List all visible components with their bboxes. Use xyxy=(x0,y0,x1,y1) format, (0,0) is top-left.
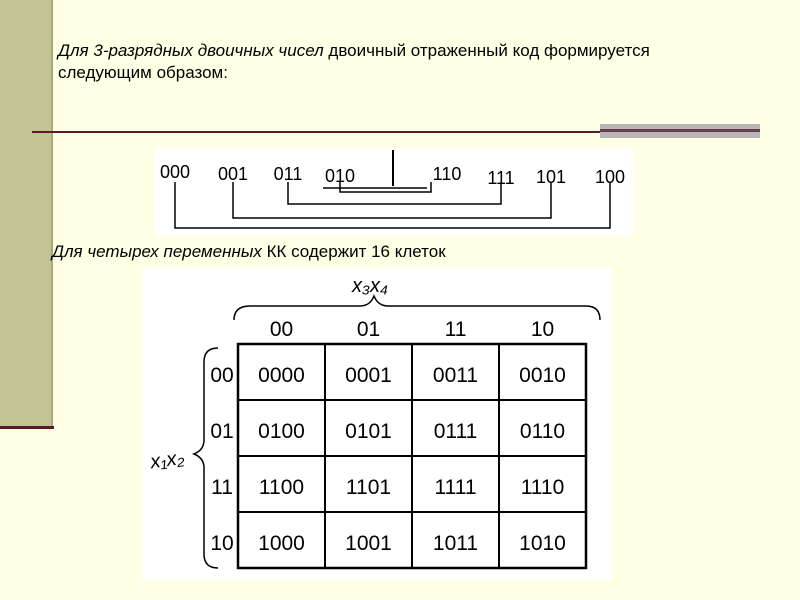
col-header-0: 00 xyxy=(269,318,294,341)
divider-block-line xyxy=(600,129,760,132)
kmap-cell-3-3: 1010 xyxy=(519,532,566,555)
kmap-cell-3-1: 1001 xyxy=(345,532,392,555)
bracket-second xyxy=(288,182,501,204)
gray-code-1: 001 xyxy=(217,164,249,184)
col-header-3: 10 xyxy=(530,318,555,341)
gray-code-0: 000 xyxy=(159,162,191,182)
intro-paragraph xyxy=(58,40,778,84)
left-decor-line xyxy=(0,426,54,429)
col-header-1: 01 xyxy=(356,318,381,341)
intro-normal: двоичный отраженный код формируется xyxy=(323,41,650,60)
kmap-cell-1-0: 0100 xyxy=(258,420,305,443)
gray-code-figure xyxy=(155,148,633,236)
kmap-cell-3-0: 1000 xyxy=(258,532,305,555)
intro-line2: следующим образом: xyxy=(58,63,228,82)
col-brace xyxy=(234,296,600,320)
row-variable-label: x₁x₂ xyxy=(148,446,186,474)
kmap-intro-normal: КК содержит 16 клеток xyxy=(261,242,446,261)
kmap-cell-0-3: 0010 xyxy=(519,364,566,387)
intro-italic: Для 3-разрядных двоичных чисел xyxy=(58,41,324,60)
row-header-1: 01 xyxy=(210,420,234,443)
row-header-2: 11 xyxy=(211,476,233,499)
kmap-cell-2-1: 1101 xyxy=(345,476,392,499)
row-header-3: 10 xyxy=(210,532,234,555)
kmap-cell-0-2: 0011 xyxy=(432,364,479,387)
kmap-cell-2-0: 1100 xyxy=(258,476,305,499)
kmap-cell-1-2: 0111 xyxy=(433,420,478,443)
row-header-0: 00 xyxy=(210,364,234,387)
kmap-intro-paragraph xyxy=(52,241,772,263)
gray-code-5: 111 xyxy=(487,168,515,188)
gray-code-2: 011 xyxy=(273,164,303,184)
karnaugh-map-svg xyxy=(142,268,612,580)
kmap-cell-1-3: 0110 xyxy=(519,420,566,443)
kmap-cell-3-2: 1011 xyxy=(432,532,479,555)
col-header-2: 11 xyxy=(444,318,467,341)
kmap-cell-0-0: 0000 xyxy=(258,364,305,387)
kmap-cell-2-2: 1111 xyxy=(434,476,477,499)
karnaugh-map-figure xyxy=(142,268,612,580)
gray-code-svg xyxy=(155,148,633,236)
left-decor-bar xyxy=(0,0,52,428)
left-decor-edge xyxy=(51,0,53,428)
kmap-cell-1-1: 0101 xyxy=(345,420,392,443)
kmap-intro-italic: Для четырех переменных xyxy=(52,242,262,261)
gray-code-3: 010 xyxy=(324,166,356,186)
gray-code-7: 100 xyxy=(594,167,626,187)
kmap-cell-0-1: 0001 xyxy=(345,364,392,387)
col-variable-label: x₃x₄ xyxy=(352,275,388,297)
kmap-cell-2-3: 1110 xyxy=(520,476,565,499)
gray-code-6: 101 xyxy=(535,167,567,187)
gray-code-4: 110 xyxy=(432,164,462,184)
divider-rule xyxy=(32,131,600,133)
bracket-outer xyxy=(175,182,610,228)
